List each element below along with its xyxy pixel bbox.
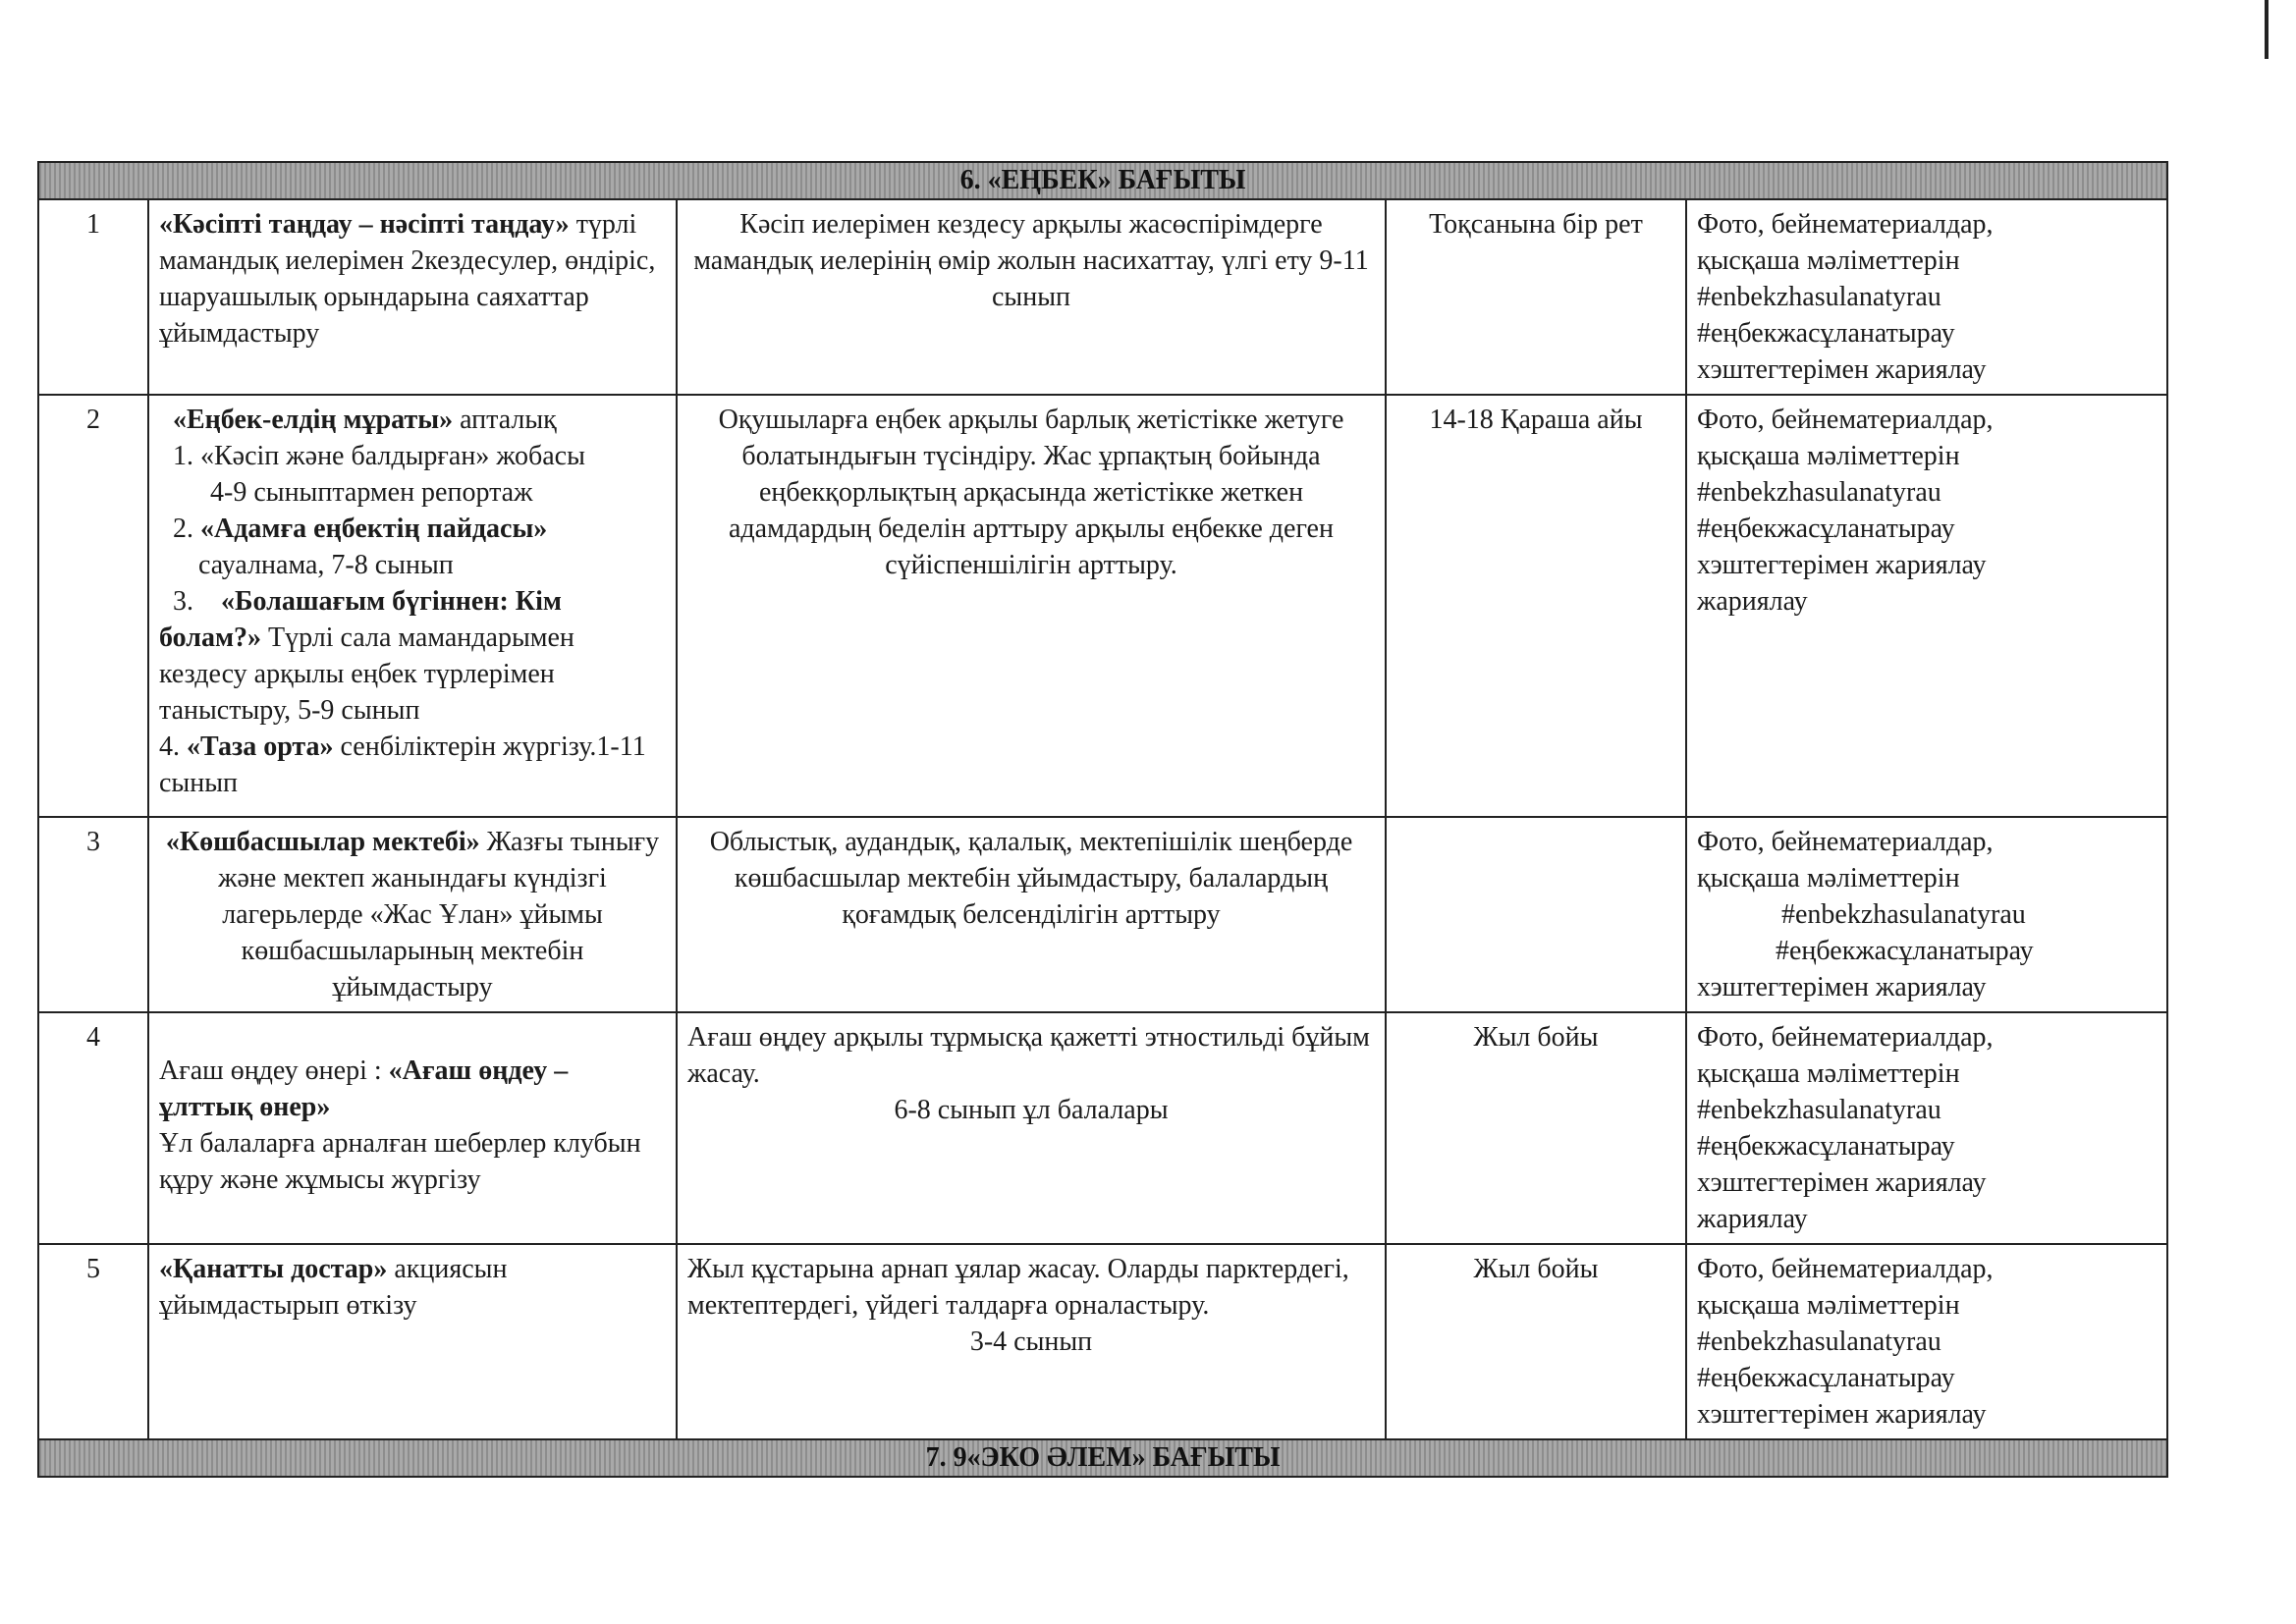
table-row [38, 1244, 2167, 1439]
item-text: сенбіліктерін жүргізу.1-11 сынып [159, 731, 646, 798]
item-title: «Адамға еңбектің пайдасы» [200, 514, 548, 544]
result-line: #еңбекжасұланатырау [1697, 318, 1955, 349]
table-row [38, 395, 2167, 817]
event-cell [148, 1244, 677, 1439]
row-number: 1 [38, 199, 148, 395]
section-header-eko [38, 1439, 2167, 1477]
result-line: қысқаша мәліметтерін [1697, 1290, 1960, 1321]
goal-cell: Оқушыларға еңбек арқылы барлық жетістікке жетуге болатындығын түсіндіру. Жас ұрпақтың бойында еңбекқорлықтың арқасында жетістікке жеткен адамдардың беделін арттыру арқылы еңбекке деген сүйіспеншілігін арттыру. [677, 395, 1386, 817]
table-row [38, 817, 2167, 1012]
result-line: #еңбекжасұланатырау [1697, 1363, 1955, 1393]
result-line: #еңбекжасұланатырау [1776, 936, 2034, 966]
event-cell [148, 817, 677, 1012]
event-heading [159, 402, 666, 438]
event-text: акциясын ұйымдастырып өткізу [159, 1254, 508, 1321]
item-number: 2. [173, 514, 193, 544]
goal-text: Ағаш өңдеу арқылы тұрмысқа қажетті этностильді бұйым жасау. [687, 1022, 1370, 1089]
result-line: хэштегтерімен жариялау [1697, 354, 1987, 385]
goal-cell [677, 1244, 1386, 1439]
event-item [159, 583, 666, 729]
result-line: #enbekzhasulanatyrau [1697, 1095, 1941, 1125]
plan-table-container [37, 161, 2166, 1478]
goal-cell: Кәсіп иелерімен кездесу арқылы жасөспірімдерге мамандық иелерінің өмір жолын насихаттау, үлгі ету 9-11 сынып [677, 199, 1386, 395]
result-line: хэштегтерімен жариялау [1697, 550, 1987, 580]
result-line: қысқаша мәліметтерін [1697, 863, 1960, 893]
event-title: «Кәсіпті таңдау – нәсіпті таңдау» [159, 209, 570, 240]
row-number: 3 [38, 817, 148, 1012]
item-text: сауалнама, 7-8 сынып [198, 550, 454, 580]
row-number: 5 [38, 1244, 148, 1439]
result-line: қысқаша мәліметтерін [1697, 441, 1960, 471]
table-row [38, 1012, 2167, 1244]
time-cell: 14-18 Қараша айы [1386, 395, 1686, 817]
event-text: Ұл балаларға арналған шеберлер клубын құру және жұмысы жүргізу [159, 1128, 641, 1195]
result-line: қысқаша мәліметтерін [1697, 1058, 1960, 1089]
item-number: 4. [159, 731, 180, 762]
result-cell [1686, 199, 2167, 395]
event-cell [148, 199, 677, 395]
result-line: #enbekzhasulanatyrau [1697, 282, 1941, 312]
item-title: «Таза орта» [187, 731, 334, 762]
goal-note: 3-4 сынып [969, 1326, 1093, 1357]
goal-cell: Облыстық, аудандық, қалалық, мектепішілік шеңберде көшбасшылар мектебін ұйымдастыру, балалардың қоғамдық белсенділігін арттыру [677, 817, 1386, 1012]
result-cell [1686, 1012, 2167, 1244]
event-item [159, 511, 666, 547]
event-text: түрлі мамандық иелерімен 2кездесулер, өндіріс, шаруашылық орындарына саяхаттар ұйымдастыру [159, 209, 656, 349]
item-number: 3. [173, 586, 193, 617]
event-cell [148, 1012, 677, 1244]
goal-cell [677, 1012, 1386, 1244]
result-line: Фото, бейнематериалдар, [1697, 1254, 1994, 1284]
item-text: Түрлі сала мамандарымен кездесу арқылы еңбек түрлерімен таныстыру, 5-9 сынып [159, 623, 574, 726]
result-cell [1686, 817, 2167, 1012]
result-line: хэштегтерімен жариялау [1697, 1167, 1987, 1198]
result-line: Фото, бейнематериалдар, [1697, 1022, 1994, 1053]
event-title: «Ағаш өңдеу – ұлттық өнер» [159, 1056, 569, 1122]
row-number: 4 [38, 1012, 148, 1244]
result-line: Фото, бейнематериалдар, [1697, 209, 1994, 240]
item-title: «Болашағым бүгіннен: Кім болам?» [159, 586, 562, 653]
result-line: қысқаша мәліметтерін [1697, 245, 1960, 276]
plan-table [37, 161, 2168, 1478]
result-line: хэштегтерімен жариялау [1697, 1399, 1987, 1430]
result-line: Фото, бейнематериалдар, [1697, 827, 1994, 857]
event-title: «Қанатты достар» [159, 1254, 388, 1284]
event-item [159, 438, 666, 474]
result-line: #enbekzhasulanatyrau [1697, 477, 1941, 508]
item-title: «Кәсіп және балдырған» жобасы [200, 441, 585, 471]
result-line: жариялау [1697, 586, 1808, 617]
section-header-enbek [38, 162, 2167, 199]
time-cell: Жыл бойы [1386, 1012, 1686, 1244]
section-title: 7. 9«ЭКО ӘЛЕМ» БАҒЫТЫ [38, 1439, 2167, 1477]
event-title: «Көшбасшылар мектебі» [165, 827, 480, 857]
result-line: хэштегтерімен жариялау [1697, 972, 1987, 1002]
time-cell: Тоқсанына бір рет [1386, 199, 1686, 395]
result-line: #enbekzhasulanatyrau [1697, 1326, 1941, 1357]
event-prefix: Ағаш өңдеу өнері : [159, 1056, 389, 1086]
result-line: #еңбекжасұланатырау [1697, 514, 1955, 544]
item-text: 4-9 сыныптармен репортаж [210, 477, 533, 508]
result-cell [1686, 395, 2167, 817]
event-text: Жазғы тынығу және мектеп жанындағы күндізгі лагерьлерде «Жас Ұлан» ұйымы көшбасшыларының мектебін ұйымдастыру [218, 827, 660, 1002]
time-cell: Жыл бойы [1386, 1244, 1686, 1439]
row-number: 2 [38, 395, 148, 817]
result-cell [1686, 1244, 2167, 1439]
time-cell [1386, 817, 1686, 1012]
result-line: #enbekzhasulanatyrau [1781, 899, 2026, 930]
section-title: 6. «ЕҢБЕК» БАҒЫТЫ [38, 162, 2167, 199]
goal-text: Жыл құстарына арнап ұялар жасау. Оларды парктердегі, мектептердегі, үйдегі талдарға орналастыру. [687, 1254, 1349, 1321]
event-item [159, 729, 666, 801]
scan-edge-mark [2265, 0, 2269, 59]
result-line: Фото, бейнематериалдар, [1697, 405, 1994, 435]
event-text: апталық [453, 405, 557, 435]
event-cell [148, 395, 677, 817]
item-number: 1. [173, 441, 193, 471]
result-line: жариялау [1697, 1204, 1808, 1234]
result-line: #еңбекжасұланатырау [1697, 1131, 1955, 1162]
goal-note: 6-8 сынып ұл балалары [894, 1095, 1169, 1125]
table-row [38, 199, 2167, 395]
event-title: «Еңбек-елдің мұраты» [173, 405, 454, 435]
